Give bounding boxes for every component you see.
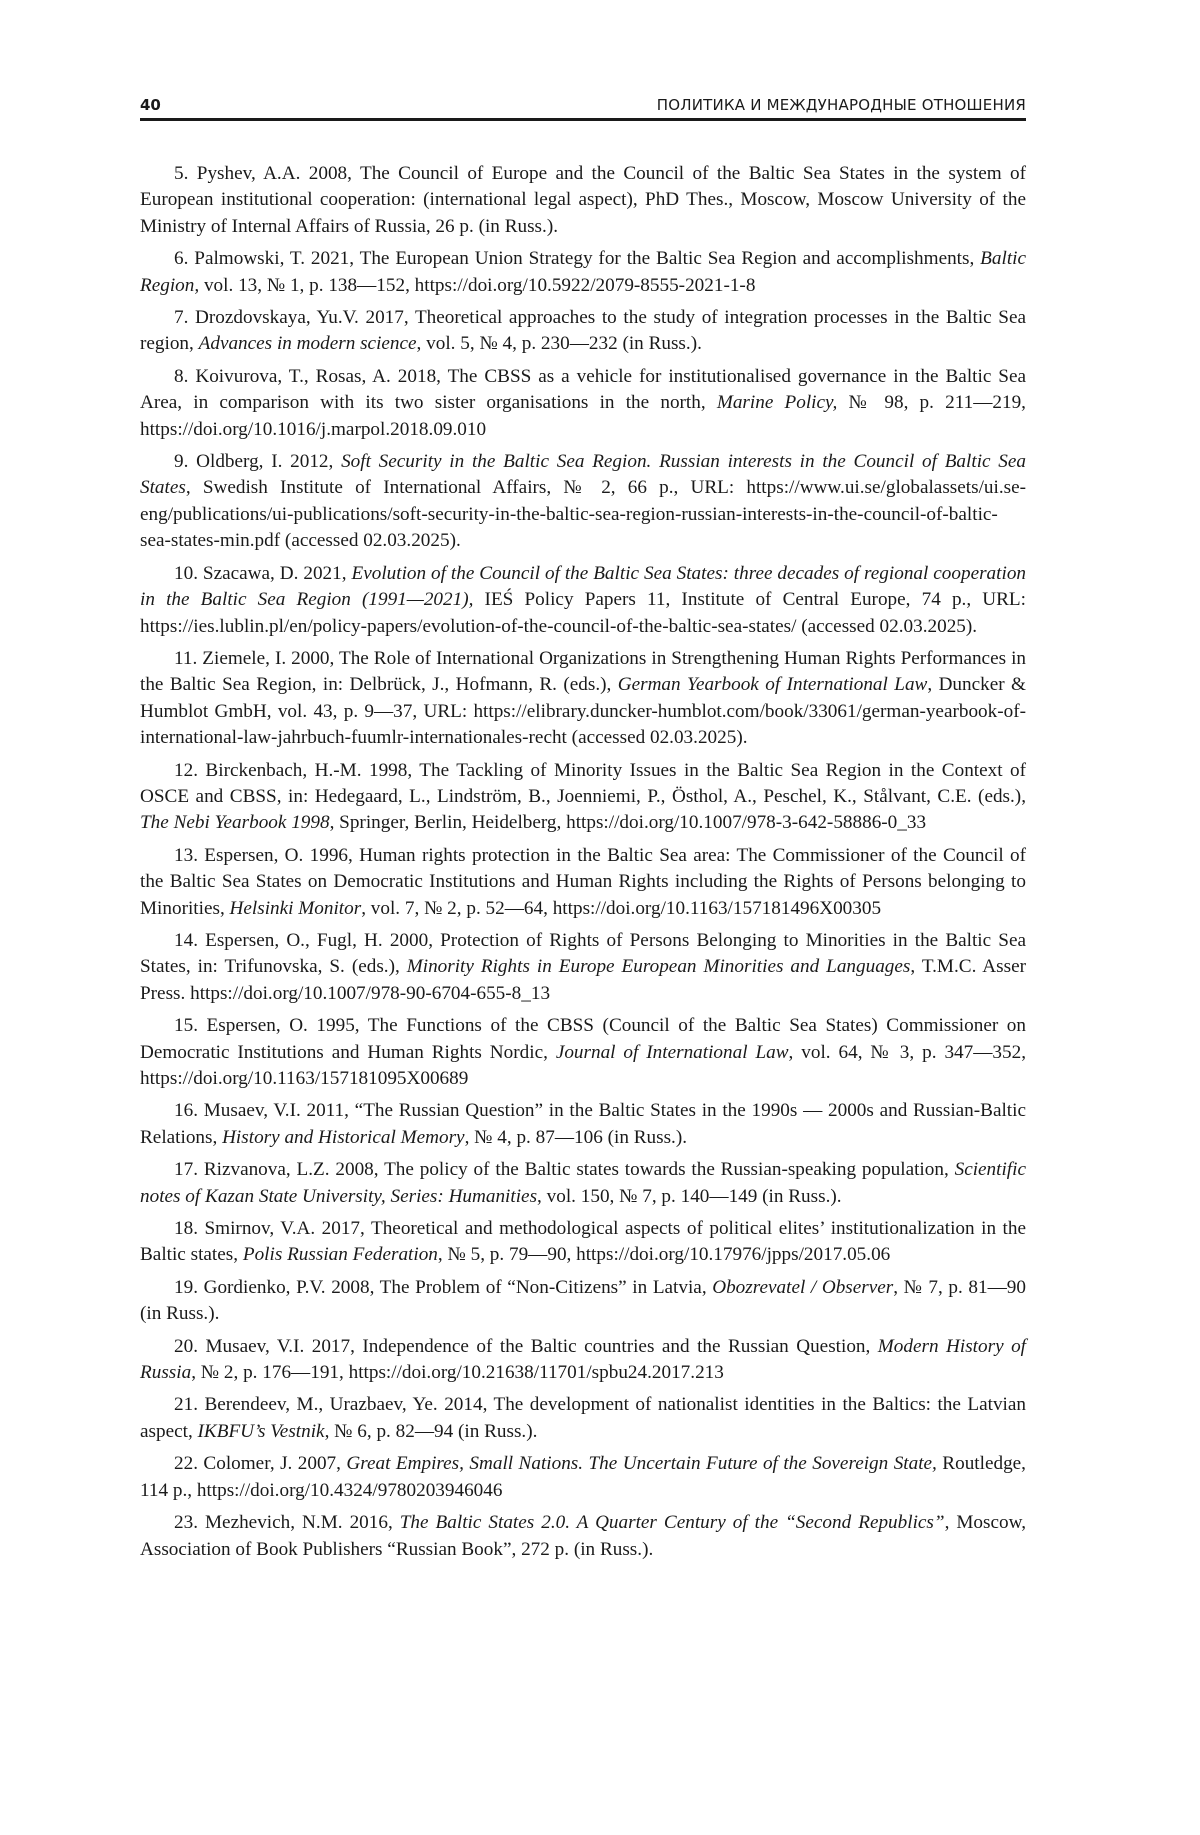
reference-text: 20. Musaev, V.I. 2017, Independence of the Baltic countries and the Russian Question, <box>174 1336 878 1357</box>
reference-entry <box>140 1157 1026 1210</box>
reference-source-title: Evolution of the Council of the Baltic Sea States: three decades of regional cooperation in the Baltic Sea Region (1991—2021), <box>140 563 1026 610</box>
reference-entry <box>140 1275 1026 1328</box>
reference-text: 13. Espersen, O. 1996, Human rights protection in the Baltic Sea area: The Commissioner of the Council of the Baltic Sea States on Democratic Institutions and Human Rights including the Rights of Persons belonging to Minorities, <box>140 845 1026 919</box>
reference-entry <box>140 364 1026 443</box>
reference-entry <box>140 843 1026 922</box>
reference-source-title: Scientific notes of Kazan State University, Series: Humanities <box>140 1159 1026 1206</box>
running-header <box>140 96 1026 121</box>
reference-text: 10. Szacawa, D. 2021, <box>174 563 351 584</box>
reference-entry <box>140 1451 1026 1504</box>
reference-text: , vol. 7, № 2, p. 52—64, https://doi.org/10.1163/157181496X00305 <box>361 898 881 919</box>
reference-entry <box>140 561 1026 640</box>
reference-source-title: Modern History of Russia <box>140 1336 1026 1383</box>
reference-text: 17. Rizvanova, L.Z. 2008, The policy of the Baltic states towards the Russian-speaking population, <box>174 1159 955 1180</box>
reference-text: 8. Koivurova, T., Rosas, A. 2018, The CBSS as a vehicle for institutionalised governance in the Baltic Sea Area, in comparison with its two sister organisations in the north, <box>140 366 1026 413</box>
reference-source-title: IKBFU’s Vestnik <box>198 1421 325 1442</box>
reference-text: , Moscow, Association of Book Publishers “Russian Book”, 272 p. (in Russ.). <box>140 1512 1026 1559</box>
reference-source-title: The Baltic States 2.0. A Quarter Century of the “Second Republics” <box>400 1512 945 1533</box>
reference-text: 21. Berendeev, M., Urazbaev, Ye. 2014, The development of nationalist identities in the Baltics: the Latvian aspect, <box>140 1394 1026 1441</box>
reference-entry <box>140 1013 1026 1092</box>
reference-text: , № 7, p. 81—90 (in Russ.). <box>140 1277 1026 1324</box>
page-number: 40 <box>140 96 161 114</box>
reference-source-title: German Yearbook of International Law <box>618 674 928 695</box>
reference-text: vol. 13, № 1, p. 138—152, https://doi.org/10.5922/2079-8555-2021-1-8 <box>199 275 755 296</box>
reference-source-title: Helsinki Monitor <box>230 898 362 919</box>
reference-text: IEŚ Policy Papers 11, Institute of Central Europe, 74 p., URL: https://ies.lublin.pl/en/policy-papers/evolution-of-the-council-of-the-baltic-sea-states/ (accessed 02.03.2025). <box>140 589 1026 636</box>
reference-text: 16. Musaev, V.I. 2011, “The Russian Question” in the Baltic States in the 1990s — 2000s and Russian-Baltic Relations, <box>140 1100 1026 1147</box>
reference-entry <box>140 1098 1026 1151</box>
reference-text: 9. Oldberg, I. 2012, <box>174 451 341 472</box>
reference-text: 11. Ziemele, I. 2000, The Role of International Organizations in Strengthening Human Rights Performances in the Baltic Sea Region, in: Delbrück, J., Hofmann, R. (eds.), <box>140 648 1026 695</box>
reference-text: Routledge, 114 p., https://doi.org/10.4324/9780203946046 <box>140 1453 1026 1500</box>
reference-source-title: The Nebi Yearbook 1998 <box>140 812 330 833</box>
reference-text: , № 6, p. 82—94 (in Russ.). <box>325 1421 538 1442</box>
reference-source-title: Marine Policy, <box>717 392 837 413</box>
reference-text: 5. Pyshev, A.A. 2008, The Council of Europe and the Council of the Baltic Sea States in the system of European institutional cooperation: (international legal aspect), PhD Thes., Moscow, Moscow University of the Ministry of Internal Affairs of Russia, 26 p. (in Russ.). <box>140 163 1026 237</box>
reference-entry <box>140 1334 1026 1387</box>
reference-source-title: History and Historical Memory <box>222 1127 465 1148</box>
reference-text: , vol. 64, № 3, p. 347—352, https://doi.org/10.1163/157181095X00689 <box>140 1042 1026 1089</box>
reference-text: , Springer, Berlin, Heidelberg, https://doi.org/10.1007/978-3-642-58886-0_33 <box>330 812 926 833</box>
reference-text: , Swedish Institute of International Affairs, № 2, 66 p., URL: https://www.ui.se/globalassets/ui.se-eng/publications/ui-publications/soft-security-in-the-baltic-sea-region-russian-interests-in-the-council-of-baltic-sea-states-min.pdf (accessed 02.03.2025). <box>140 477 1026 551</box>
reference-source-title: Journal of International Law <box>556 1042 789 1063</box>
reference-entry <box>140 758 1026 837</box>
reference-entry <box>140 305 1026 358</box>
reference-entry <box>140 1392 1026 1445</box>
reference-entry <box>140 246 1026 299</box>
reference-text: , № 5, p. 79—90, https://doi.org/10.17976/jpps/2017.05.06 <box>438 1244 890 1265</box>
reference-source-title: Polis Russian Federation <box>243 1244 438 1265</box>
reference-text: 14. Espersen, O., Fugl, H. 2000, Protection of Rights of Persons Belonging to Minorities in the Baltic Sea States, in: Trifunovska, S. (eds.), <box>140 930 1026 977</box>
reference-entry <box>140 449 1026 555</box>
reference-list <box>140 161 1026 1563</box>
reference-text: № 98, p. 211—219, https://doi.org/10.1016/j.marpol.2018.09.010 <box>140 392 1026 439</box>
reference-text: , vol. 150, № 7, p. 140—149 (in Russ.). <box>537 1186 842 1207</box>
reference-entry <box>140 646 1026 752</box>
reference-text: 18. Smirnov, V.A. 2017, Theoretical and methodological aspects of political elites’ institutionalization in the Baltic states, <box>140 1218 1026 1265</box>
reference-text: , № 2, p. 176—191, https://doi.org/10.21638/11701/spbu24.2017.213 <box>191 1362 724 1383</box>
reference-text: , Duncker & Humblot GmbH, vol. 43, p. 9—37, URL: https://elibrary.duncker-humblot.com/book/33061/german-yearbook-of-international-law-jahrbuch-fuumlr-internationales-recht (accessed 02.03.2025). <box>140 674 1026 748</box>
reference-source-title: Advances in modern science <box>199 333 417 354</box>
reference-source-title: Soft Security in the Baltic Sea Region. Russian interests in the Council of Baltic Sea States <box>140 451 1026 498</box>
reference-text: 22. Colomer, J. 2007, <box>174 1453 346 1474</box>
reference-text: 23. Mezhevich, N.M. 2016, <box>174 1512 400 1533</box>
reference-entry <box>140 1510 1026 1563</box>
reference-text: , vol. 5, № 4, p. 230—232 (in Russ.). <box>417 333 702 354</box>
reference-text: , T.M.C. Asser Press. https://doi.org/10.1007/978-90-6704-655-8_13 <box>140 956 1026 1003</box>
reference-text: 6. Palmowski, T. 2021, The European Union Strategy for the Baltic Sea Region and accomplishments, <box>174 248 980 269</box>
reference-entry <box>140 161 1026 240</box>
reference-entry <box>140 928 1026 1007</box>
reference-text: 19. Gordienko, P.V. 2008, The Problem of “Non-Citizens” in Latvia, <box>174 1277 712 1298</box>
reference-text: 7. Drozdovskaya, Yu.V. 2017, Theoretical approaches to the study of integration processes in the Baltic Sea region, <box>140 307 1026 354</box>
reference-source-title: Obozrevatel / Observer <box>712 1277 893 1298</box>
reference-source-title: Baltic Region, <box>140 248 1026 295</box>
reference-text: , № 4, p. 87—106 (in Russ.). <box>465 1127 687 1148</box>
journal-title: ПОЛИТИКА И МЕЖДУНАРОДНЫЕ ОТНОШЕНИЯ <box>657 96 1026 114</box>
page <box>140 96 1026 1569</box>
reference-source-title: Minority Rights in Europe European Minorities and Languages <box>407 956 911 977</box>
reference-text: 15. Espersen, O. 1995, The Functions of the CBSS (Council of the Baltic Sea States) Commissioner on Democratic Institutions and Human Rights Nordic, <box>140 1015 1026 1062</box>
reference-text: 12. Birckenbach, H.-M. 1998, The Tackling of Minority Issues in the Baltic Sea Region in the Context of OSCE and CBSS, in: Hedegaard, L., Lindström, B., Joenniemi, P., Östhol, A., Peschel, K., Stålvant, C.E. (eds.), <box>140 760 1026 807</box>
reference-entry <box>140 1216 1026 1269</box>
reference-source-title: Great Empires, Small Nations. The Uncertain Future of the Sovereign State, <box>346 1453 936 1474</box>
